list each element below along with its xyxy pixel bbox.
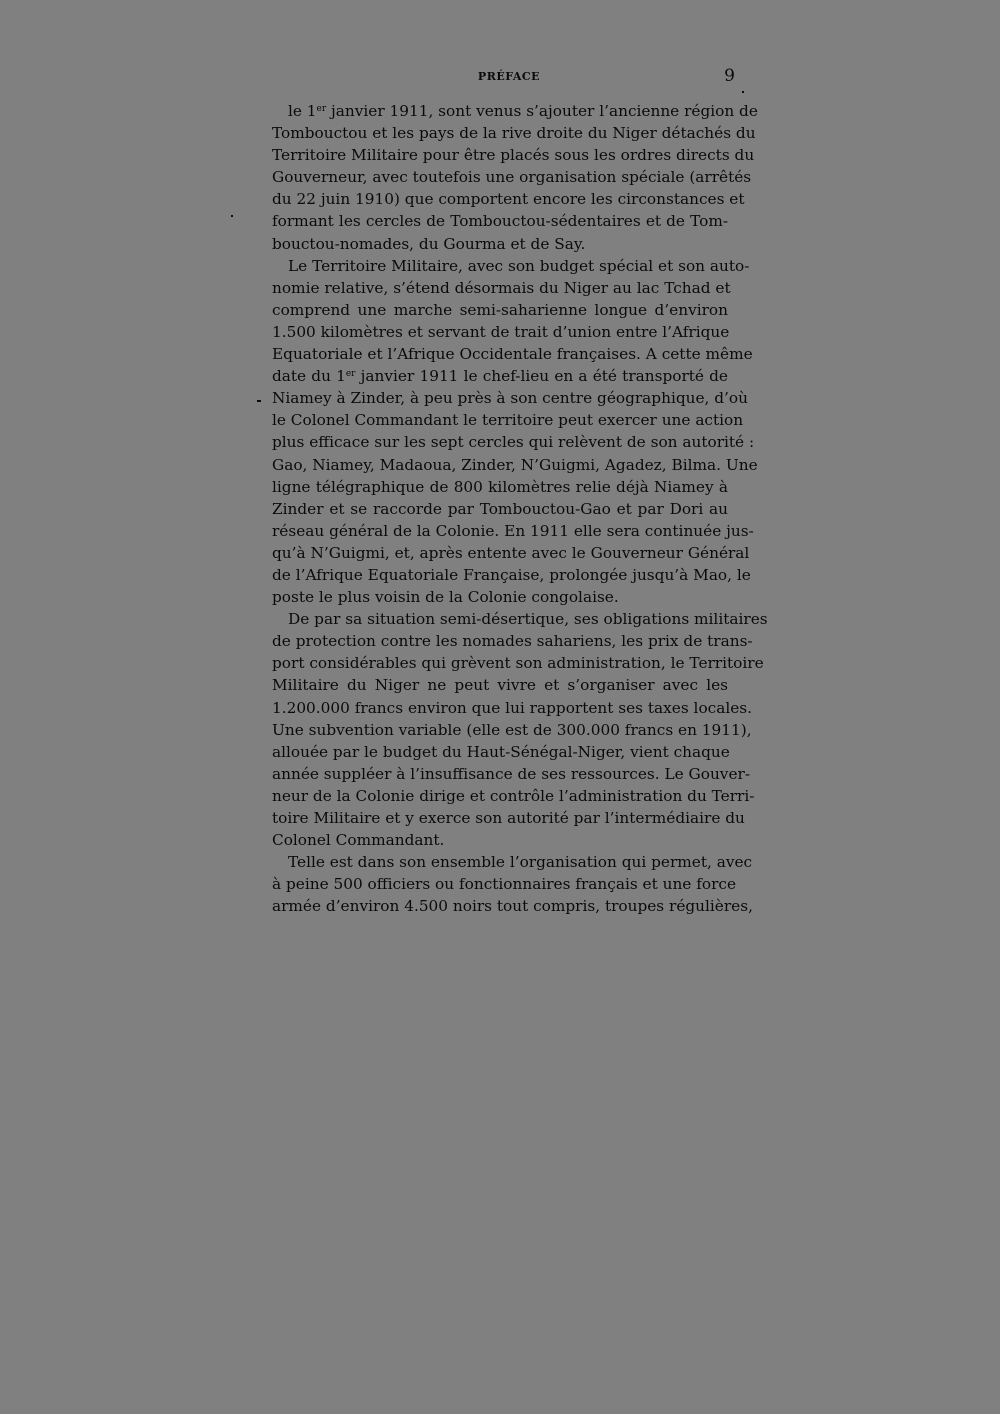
text-line: qu’à N’Guigmi, et, après entente avec le Gouverneur Général <box>272 543 750 562</box>
text-line: De par sa situation semi-désertique, ses obligations militaires <box>288 610 768 629</box>
text-line <box>272 365 728 387</box>
margin-mark <box>257 400 261 402</box>
text-segment: janvier 1911 le chef-lieu en a été transporté de <box>355 367 728 386</box>
text-segment: le 1 <box>288 102 317 120</box>
text-line: bouctou-nomades, du Gourma et de Say. <box>272 234 586 253</box>
running-title: PRÉFACE <box>477 70 541 83</box>
text-line: nomie relative, s’étend désormais du Niger au lac Tchad et <box>272 278 731 297</box>
text-line: du 22 juin 1910) que comportent encore les circonstances et <box>272 190 745 209</box>
text-line: armée d’environ 4.500 noirs tout compris, troupes régulières, <box>272 897 753 916</box>
text-line: toire Militaire et y exerce son autorité par l’intermédiaire du <box>272 809 745 827</box>
text-line: ligne télégraphique de 800 kilomètres relie déjà Niamey à <box>272 477 728 496</box>
page-number: 9 <box>724 66 735 86</box>
text-line: de l’Afrique Equatoriale Française, prolongée jusqu’à Mao, le <box>272 565 751 584</box>
text-line: Militaire du Niger ne peut vivre et s’organiser avec les <box>272 676 728 695</box>
text-line: le Colonel Commandant le territoire peut exercer une action <box>272 411 744 430</box>
paragraph <box>272 608 768 851</box>
text-line: de protection contre les nomades sahariens, les prix de trans- <box>272 632 753 651</box>
paragraph <box>272 255 758 609</box>
superscript: er <box>316 104 327 114</box>
paragraph <box>272 100 758 255</box>
text-line: poste le plus voisin de la Colonie congolaise. <box>272 588 619 607</box>
page-header <box>283 66 735 90</box>
text-line: plus efficace sur les sept cercles qui relèvent de son autorité : <box>272 433 755 452</box>
text-line: Telle est dans son ensemble l’organisation qui permet, avec <box>288 853 753 872</box>
paragraph <box>272 851 753 917</box>
text-segment: date du 1 <box>272 367 346 386</box>
text-line: 1.200.000 francs environ que lui rapportent ses taxes locales. <box>272 698 752 717</box>
text-line: Equatoriale et l’Afrique Occidentale françaises. A cette même <box>272 345 753 364</box>
margin-mark <box>742 91 744 93</box>
margin-mark <box>231 215 233 217</box>
text-line: comprend une marche semi-saharienne longue d’environ <box>272 300 728 319</box>
text-line: à peine 500 officiers ou fonctionnaires français et une force <box>272 875 737 894</box>
text-line: Territoire Militaire pour être placés sous les ordres directs du <box>272 146 755 165</box>
text-line: réseau général de la Colonie. En 1911 elle sera continuée jus- <box>272 521 754 540</box>
page-body <box>272 100 768 917</box>
text-line: Zinder et se raccorde par Tombouctou-Gao et par Dori au <box>272 499 728 518</box>
text-line: Colonel Commandant. <box>272 831 445 850</box>
text-line: formant les cercles de Tombouctou-sédentaires et de Tom- <box>272 212 728 231</box>
text-line: Tombouctou et les pays de la rive droite du Niger détachés du <box>272 124 756 143</box>
superscript: er <box>345 369 356 380</box>
text-line: 1.500 kilomètres et servant de trait d’union entre l’Afrique <box>272 322 730 341</box>
text-segment: janvier 1911, sont venus s’ajouter l’ancienne région de <box>326 102 758 120</box>
text-line: neur de la Colonie dirige et contrôle l’administration du Terri- <box>272 786 755 805</box>
text-line: Une subvention variable (elle est de 300.000 francs en 1911), <box>272 720 752 739</box>
text-line: port considérables qui grèvent son administration, le Territoire <box>272 654 764 673</box>
text-line: année suppléer à l’insuffisance de ses ressources. Le Gouver- <box>272 764 750 783</box>
text-line <box>272 100 758 122</box>
text-line: allouée par le budget du Haut-Sénégal-Niger, vient chaque <box>272 742 730 761</box>
text-line: Gao, Niamey, Madaoua, Zinder, N’Guigmi, Agadez, Bilma. Une <box>272 455 758 474</box>
text-line: Le Territoire Militaire, avec son budget spécial et son auto- <box>288 256 750 275</box>
text-line: Niamey à Zinder, à peu près à son centre géographique, d’où <box>272 389 748 408</box>
text-line: Gouverneur, avec toutefois une organisation spéciale (arrêtés <box>272 168 752 187</box>
